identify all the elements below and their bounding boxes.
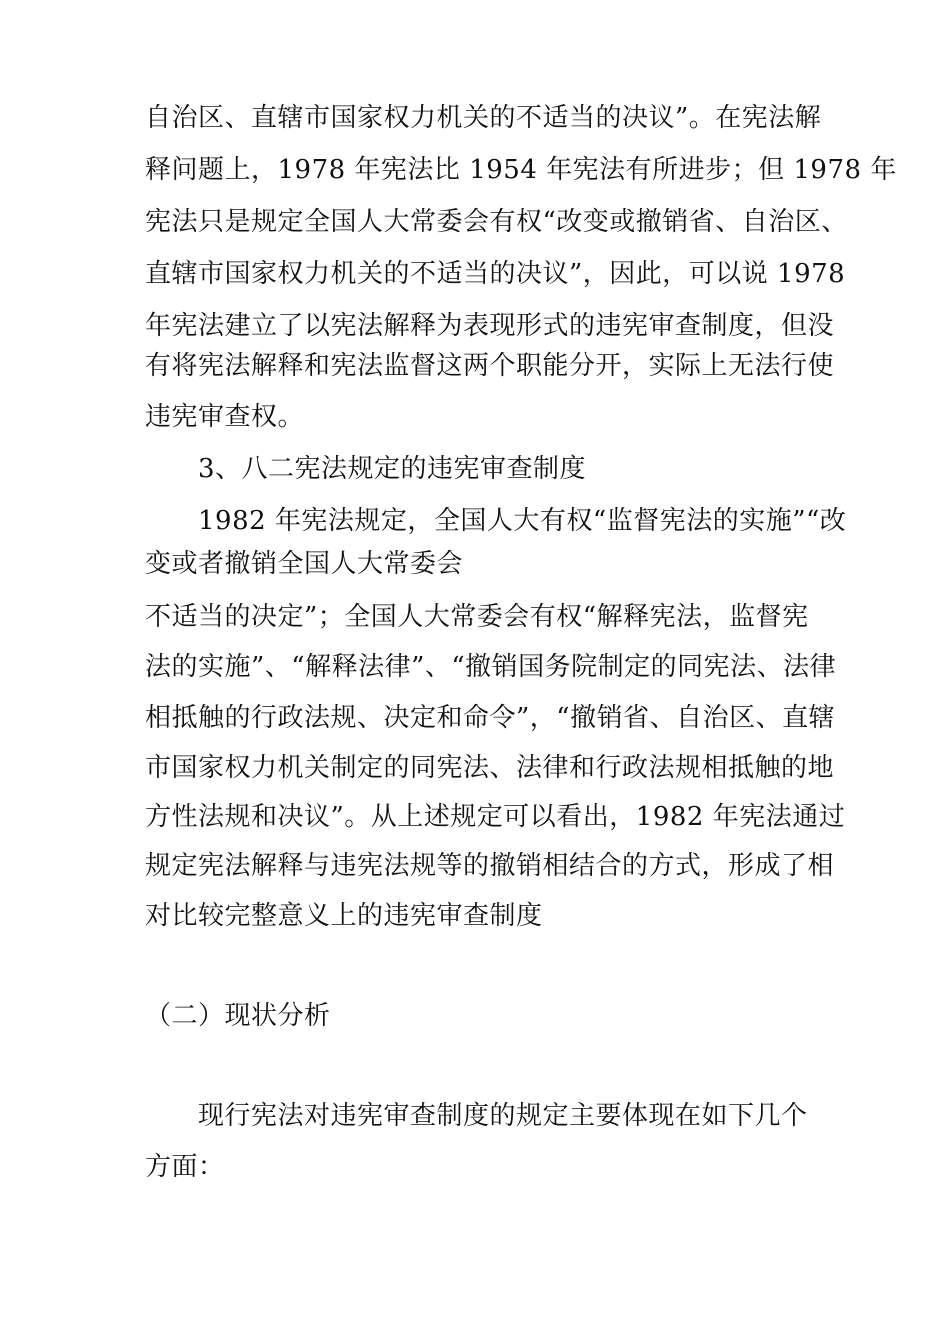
paragraph-3-line-1: 现行宪法对违宪审查制度的规定主要体现在如下几个 — [198, 1101, 808, 1131]
paragraph-2-line-6: 市国家权力机关制定的同宪法、法律和行政法规相抵触的地 — [145, 753, 835, 783]
paragraph-1-line-5: 年宪法建立了以宪法解释为表现形式的违宪审查制度，但没 — [145, 311, 835, 341]
paragraph-2-line-2: 变或者撤销全国人大常委会 — [145, 549, 464, 579]
paragraph-2-line-1: 1982 年宪法规定，全国人大有权“监督宪法的实施”“改 — [198, 506, 847, 536]
paragraph-2-line-7: 方性法规和决议”。从上述规定可以看出，1982 年宪法通过 — [145, 802, 846, 832]
paragraph-1-line-7: 违宪审查权。 — [145, 402, 305, 432]
subheading-3: 3、八二宪法规定的违宪审查制度 — [198, 454, 587, 484]
paragraph-2-line-8: 规定宪法解释与违宪法规等的撤销相结合的方式，形成了相 — [145, 851, 835, 881]
paragraph-1-line-6: 有将宪法解释和宪法监督这两个职能分开，实际上无法行使 — [145, 351, 835, 381]
paragraph-3-line-2: 方面： — [145, 1152, 225, 1182]
paragraph-1-line-4: 直辖市国家权力机关的不适当的决议”，因此，可以说 1978 — [145, 259, 846, 289]
paragraph-1-line-2: 释问题上，1978 年宪法比 1954 年宪法有所进步；但 1978 年 — [145, 155, 897, 185]
paragraph-2-line-3: 不适当的决定”；全国人大常委会有权“解释宪法，监督宪 — [145, 602, 809, 632]
paragraph-2-line-5: 相抵触的行政法规、决定和命令”，“撤销省、自治区、直辖 — [145, 703, 836, 733]
section-heading: （二）现状分析 — [145, 1001, 331, 1031]
paragraph-2-line-4: 法的实施”、“解释法律”、“撤销国务院制定的同宪法、法律 — [145, 652, 837, 682]
paragraph-1-line-3: 宪法只是规定全国人大常委会有权“改变或撤销省、自治区、 — [145, 207, 848, 237]
paragraph-1-line-1: 自治区、直辖市国家权力机关的不适当的决议”。在宪法解 — [145, 103, 822, 133]
paragraph-2-line-9: 对比较完整意义上的违宪审查制度 — [145, 901, 543, 931]
